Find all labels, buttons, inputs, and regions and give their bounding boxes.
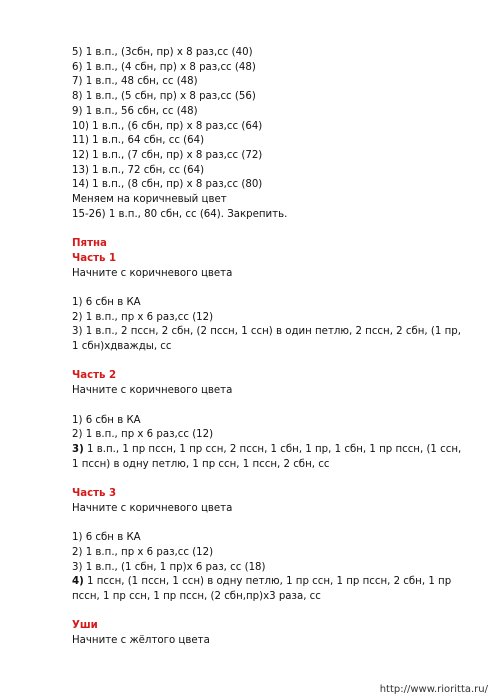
part-1-row-2: 2) 1 в.п., пр х 6 раз,сс (12) xyxy=(72,311,214,323)
row-7: 7) 1 в.п., 48 сбн, сс (48) xyxy=(72,76,198,88)
part-2-row-2: 2) 1 в.п., пр х 6 раз,сс (12) xyxy=(72,429,214,441)
row-12: 12) 1 в.п., (7 сбн, пр) х 8 раз,сс (72) xyxy=(72,149,263,161)
part-2-start: Начните с коричневого цвета xyxy=(72,385,233,397)
part-3-row-4-text: 1 пссн, (1 пссн, 1 ссн) в одну петлю, 1 пр ссн, 1 пр пссн, 2 сбн, 1 пр пссн, 1 пр ссн, 1 пр пссн, (2 сбн,пр)х3 раза, сс xyxy=(72,576,452,602)
part-2-row-3-text: 1 в.п., 1 пр пссн, 1 пр ссн, 2 пссн, 1 сбн, 1 пр, 1 сбн, 1 пр пссн, (1 ссн, 1 пссн) в одну петлю, 1 пр ссн, 1 пссн, 2 сбн, сс xyxy=(72,443,462,470)
part-2-heading: Часть 2 xyxy=(72,370,117,382)
row-5: 5) 1 в.п., (3сбн, пр) х 8 раз,сс (40) xyxy=(72,47,253,58)
part-2-row-1: 1) 6 сбн в КА xyxy=(72,414,141,426)
part-1-heading: Часть 1 xyxy=(72,252,117,264)
part-1-row-3: 3) 1 в.п., 2 пссн, 2 сбн, (2 пссн, 1 ссн) в один петлю, 2 пссн, 2 сбн, (1 пр, 1 сбн)хдважды, сс xyxy=(72,326,461,353)
rows-top xyxy=(72,46,462,222)
part-3-start: Начните с коричневого цвета xyxy=(72,502,233,514)
color-change-note: Меняем на коричневый цвет xyxy=(72,194,227,206)
part-3-row-4-number: 4) xyxy=(72,576,84,588)
row-6: 6) 1 в.п., (4 сбн, пр) х 8 раз,сс (48) xyxy=(72,61,256,73)
part-3-row-4 xyxy=(72,575,462,604)
part-2-row-3 xyxy=(72,443,462,472)
section-spots xyxy=(72,237,462,605)
part-3-heading: Часть 3 xyxy=(72,488,117,500)
row-15-26: 15-26) 1 в.п., 80 сбн, сс (64). Закрепить. xyxy=(72,208,288,220)
part-3-row-1: 1) 6 сбн в КА xyxy=(72,532,141,544)
part-3-row-2: 2) 1 в.п., пр х 6 раз,сс (12) xyxy=(72,546,214,558)
part-2-row-3-number: 3) xyxy=(72,443,84,455)
row-8: 8) 1 в.п., (5 сбн, пр) х 8 раз,сс (56) xyxy=(72,91,256,103)
row-10: 10) 1 в.п., (6 сбн, пр) х 8 раз,сс (64) xyxy=(72,120,263,132)
row-14: 14) 1 в.п., (8 сбн, пр) х 8 раз,сс (80) xyxy=(72,179,263,191)
ears-start: Начните с жёлтого цвета xyxy=(72,635,210,647)
part-3-row-3: 3) 1 в.п., (1 сбн, 1 пр)х 6 раз, сс (18) xyxy=(72,561,266,573)
section-title-spots: Пятна xyxy=(72,238,107,250)
row-9: 9) 1 в.п., 56 сбн, сс (48) xyxy=(72,105,198,117)
row-11: 11) 1 в.п., 64 сбн, сс (64) xyxy=(72,135,205,147)
section-title-ears: Уши xyxy=(72,620,98,632)
row-13: 13) 1 в.п., 72 сбн, сс (64) xyxy=(72,164,205,176)
watermark-url: http://www.rioritta.ru/ xyxy=(379,684,488,695)
part-1-start: Начните с коричневого цвета xyxy=(72,267,233,279)
section-ears xyxy=(72,619,462,648)
document-page xyxy=(72,46,462,649)
part-1-row-1: 1) 6 сбн в КА xyxy=(72,296,141,308)
